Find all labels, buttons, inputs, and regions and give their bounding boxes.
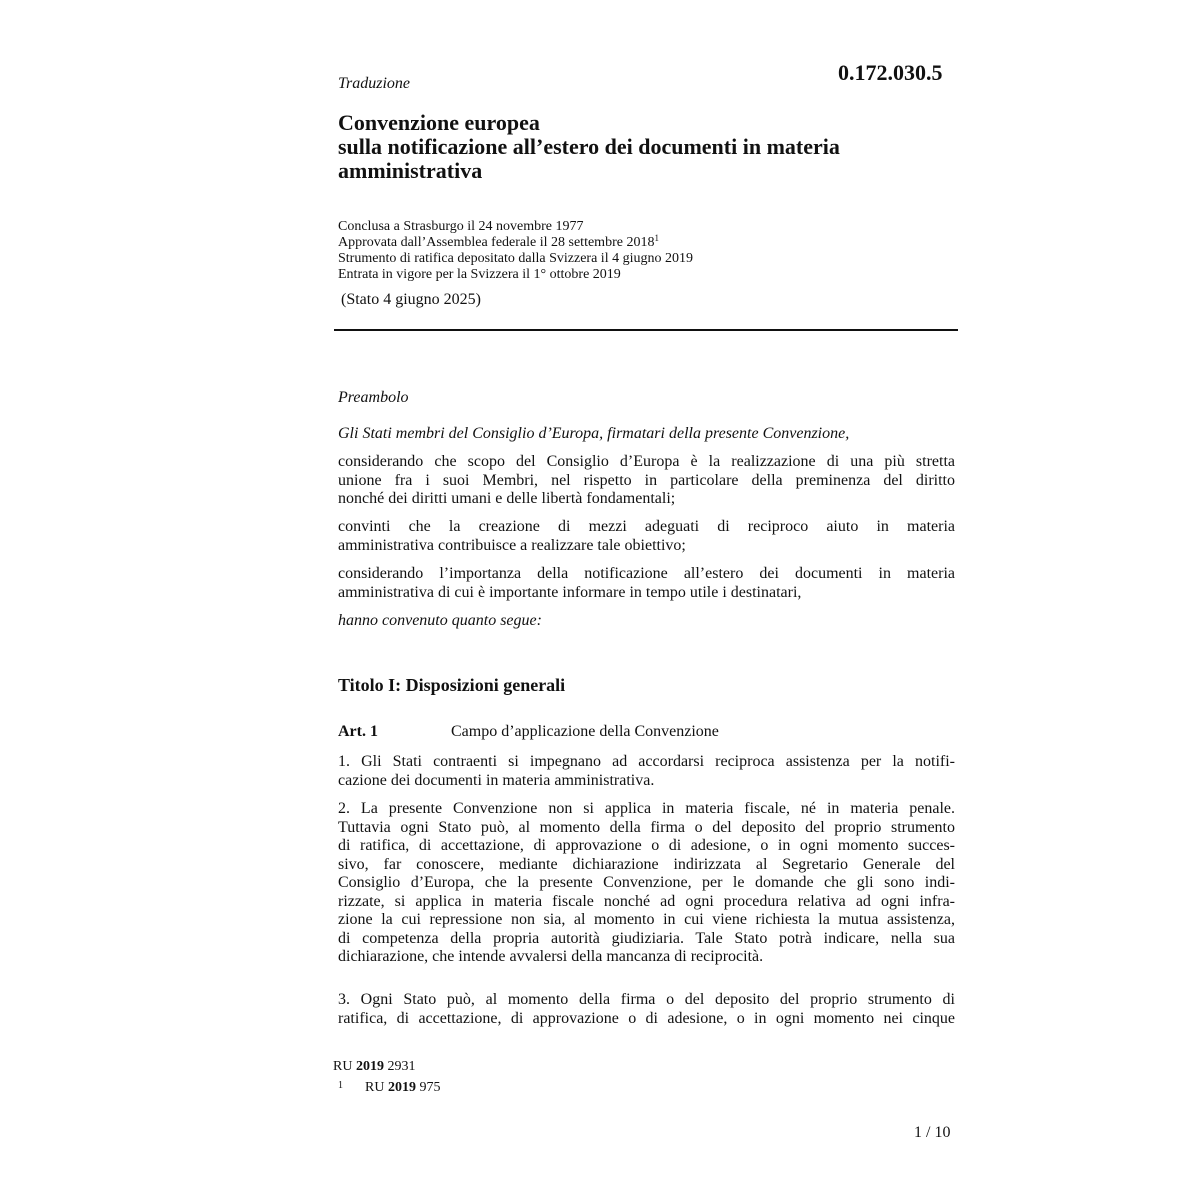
article-number: Art. 1	[338, 723, 378, 740]
footnote-page: 975	[419, 1080, 441, 1095]
text-line: di competenza della propria autorità giudiziaria. Tale Stato potrà indicare, nella sua	[338, 929, 955, 947]
ru-prefix: RU	[333, 1059, 353, 1074]
preamble-heading: Preambolo	[338, 389, 409, 406]
text-line: rizzate, si applica in materia fiscale nonché ad ogni procedura relativa ad ogni infra-	[338, 892, 955, 910]
text-line: amministrativa contribuisce a realizzare tale obiettivo;	[338, 536, 686, 554]
text-line: dichiarazione, che intende avvalersi della mancanza di reciprocità.	[338, 948, 764, 965]
footnote-prefix: RU	[365, 1080, 385, 1095]
ru-page: 2931	[387, 1059, 416, 1074]
title-line: sulla notificazione all’estero dei documenti in materia	[338, 134, 840, 159]
text-line: considerando che scopo del Consiglio d’Europa è la realizzazione di una più stretta	[338, 453, 955, 470]
article-title: Campo d’applicazione della Convenzione	[451, 723, 719, 740]
text-line: cazione dei documenti in materia amministrativa.	[338, 771, 655, 789]
preamble-intro: Gli Stati membri del Consiglio d’Europa, firmatari della presente Convenzione,	[338, 425, 850, 442]
translation-label: Traduzione	[338, 75, 411, 92]
document-metadata	[338, 219, 693, 283]
document-number: 0.172.030.5	[838, 60, 943, 85]
text-line: considerando l’importanza della notificazione all’estero dei documenti in materia	[338, 565, 955, 582]
entry-into-force-line: Entrata in vigore per la Svizzera il 1° ottobre 2019	[338, 267, 621, 282]
approved-line	[338, 235, 693, 251]
header-divider	[334, 329, 958, 331]
concluded-line: Conclusa a Strasburgo il 24 novembre 1977	[338, 219, 584, 234]
text-line: 2. La presente Convenzione non si applica in materia fiscale, né in materia penale.	[338, 800, 955, 817]
document-title	[338, 111, 958, 183]
footnote-reference[interactable]: 1	[654, 233, 659, 243]
ru-year: 2019	[355, 1059, 384, 1074]
text-line: Consiglio d’Europa, che la presente Convenzione, per le domande che gli sono indi-	[338, 874, 955, 891]
text-line: 3. Ogni Stato può, al momento della firma o del deposito del proprio strumento di	[338, 991, 955, 1008]
footnote-year: 2019	[387, 1080, 416, 1095]
text-line: amministrativa di cui è importante informare in tempo utile i destinatari,	[338, 583, 802, 601]
text-line: di ratifica, di accettazione, di approvazione o di adesione, o in ogni momento succes-	[338, 837, 955, 854]
text-line: Tuttavia ogni Stato può, al momento della firma o del deposito del proprio strumento	[338, 818, 955, 836]
title-line: Convenzione europea	[338, 110, 540, 135]
text-line: ratifica, di accettazione, di approvazione o di adesione, o in ogni momento nei cinque	[338, 1009, 955, 1027]
text-line: sivo, far conoscere, mediante dichiarazione indirizzata al Segretario Generale del	[338, 855, 955, 873]
ratification-line: Strumento di ratifica depositato dalla Svizzera il 4 giugno 2019	[338, 251, 693, 266]
article-paragraph	[338, 753, 955, 790]
article-paragraph	[338, 800, 955, 967]
text-line: convinti che la creazione di mezzi adeguati di reciproco aiuto in materia	[338, 518, 955, 535]
section-heading: Titolo I: Disposizioni generali	[338, 675, 566, 695]
page-number: 1 / 10	[914, 1124, 951, 1141]
preamble-closing: hanno convenuto quanto segue:	[338, 612, 542, 629]
preamble-paragraph	[338, 518, 955, 555]
text-line: nonché dei diritti umani e delle libertà fondamentali;	[338, 490, 676, 507]
text-line: unione fra i suoi Membri, nel rispetto in particolare della preminenza del diritto	[338, 471, 955, 489]
preamble-paragraph	[338, 565, 955, 602]
footnote-mark: 1	[338, 1080, 343, 1091]
text-line: zione la cui repressione non sia, al momento in cui viene richiesta la mutua assistenza,	[338, 911, 955, 928]
article-paragraph	[338, 991, 955, 1028]
ru-reference	[333, 1059, 415, 1075]
approved-text: Approvata dall’Assemblea federale il 28 settembre 2018	[338, 235, 655, 250]
footnote	[338, 1080, 440, 1096]
status-date: (Stato 4 giugno 2025)	[341, 291, 481, 308]
title-line: amministrativa	[338, 158, 483, 183]
text-line: 1. Gli Stati contraenti si impegnano ad accordarsi reciproca assistenza per la notifi-	[338, 753, 955, 770]
preamble-paragraph	[338, 453, 955, 509]
